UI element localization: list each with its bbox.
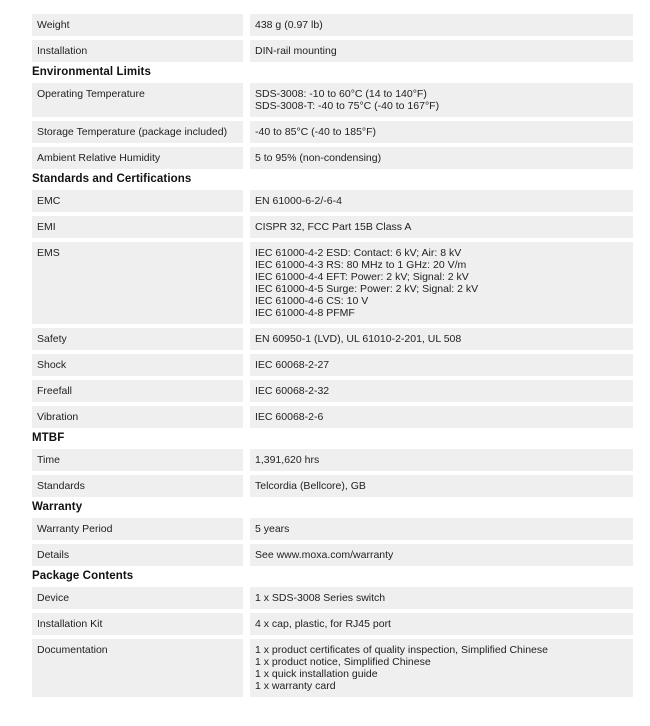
spec-value <box>250 328 633 350</box>
spec-label: Installation Kit <box>32 613 243 635</box>
spec-value-line: IEC 60068-2-32 <box>255 385 330 397</box>
spec-value-line: See www.moxa.com/warranty <box>255 549 394 561</box>
spec-value-line: 438 g (0.97 lb) <box>255 19 323 31</box>
spec-value-line: IEC 61000-4-5 Surge: Power: 2 kV; Signal: 2 kV <box>255 283 479 295</box>
spec-label: Installation <box>32 40 243 62</box>
spec-label: Device <box>32 587 243 609</box>
spec-row <box>32 354 633 376</box>
spec-value <box>250 475 633 497</box>
section-title: Standards and Certifications <box>32 173 192 185</box>
spec-value <box>250 147 633 169</box>
spec-label: EMS <box>32 242 243 324</box>
spec-value-line: Telcordia (Bellcore), GB <box>255 480 366 492</box>
spec-value-line: 1 x SDS-3008 Series switch <box>255 592 386 604</box>
spec-value-line: 4 x cap, plastic, for RJ45 port <box>255 618 391 630</box>
spec-label: Ambient Relative Humidity <box>32 147 243 169</box>
spec-value <box>250 354 633 376</box>
spec-value <box>250 518 633 540</box>
spec-value-line: 1 x product certificates of quality inspection, Simplified Chinese <box>255 644 548 656</box>
spec-value-line: EN 61000-6-2/-6-4 <box>255 195 342 207</box>
spec-value-line: SDS-3008-T: -40 to 75°C (-40 to 167°F) <box>255 100 440 112</box>
section-title: Environmental Limits <box>32 66 151 78</box>
spec-value <box>250 449 633 471</box>
spec-row <box>32 544 633 566</box>
spec-value-line: IEC 61000-4-2 ESD: Contact: 6 kV; Air: 8 kV <box>255 247 462 259</box>
spec-value-line: IEC 61000-4-4 EFT: Power: 2 kV; Signal: 2 kV <box>255 271 469 283</box>
spec-value <box>250 14 633 36</box>
spec-row <box>32 14 633 36</box>
spec-label: Safety <box>32 328 243 350</box>
section-title: Warranty <box>32 501 83 513</box>
spec-value <box>250 406 633 428</box>
spec-value-line: 5 to 95% (non-condensing) <box>255 152 382 164</box>
spec-row <box>32 613 633 635</box>
spec-row <box>32 518 633 540</box>
spec-value-line: 5 years <box>255 523 290 535</box>
spec-value-line: 1 x warranty card <box>255 680 336 692</box>
spec-value-line: 1 x product notice, Simplified Chinese <box>255 656 431 668</box>
spec-label: Time <box>32 449 243 471</box>
spec-value <box>250 639 633 697</box>
spec-label: Storage Temperature (package included) <box>32 121 243 143</box>
spec-value <box>250 544 633 566</box>
spec-row <box>32 475 633 497</box>
spec-label: Documentation <box>32 639 243 697</box>
spec-value <box>250 190 633 212</box>
spec-label: Weight <box>32 14 243 36</box>
spec-value <box>250 242 633 324</box>
spec-row <box>32 242 633 324</box>
spec-value <box>250 216 633 238</box>
spec-value-line: IEC 61000-4-3 RS: 80 MHz to 1 GHz: 20 V/m <box>255 259 467 271</box>
spec-label: Shock <box>32 354 243 376</box>
spec-row <box>32 190 633 212</box>
spec-row <box>32 449 633 471</box>
spec-row <box>32 83 633 117</box>
spec-label: EMC <box>32 190 243 212</box>
spec-label: Vibration <box>32 406 243 428</box>
spec-value-line: IEC 60068-2-6 <box>255 411 324 423</box>
spec-label: Freefall <box>32 380 243 402</box>
spec-value <box>250 40 633 62</box>
spec-label: EMI <box>32 216 243 238</box>
spec-value-line: 1,391,620 hrs <box>255 454 320 466</box>
spec-value <box>250 83 633 117</box>
spec-label: Standards <box>32 475 243 497</box>
section-title: Package Contents <box>32 570 134 582</box>
spec-value <box>250 380 633 402</box>
spec-value-line: CISPR 32, FCC Part 15B Class A <box>255 221 412 233</box>
spec-value-line: IEC 61000-4-6 CS: 10 V <box>255 295 369 307</box>
spec-value-line: DIN-rail mounting <box>255 45 337 57</box>
spec-row <box>32 406 633 428</box>
spec-row <box>32 380 633 402</box>
spec-value <box>250 613 633 635</box>
spec-label: Details <box>32 544 243 566</box>
spec-value-line: 1 x quick installation guide <box>255 668 378 680</box>
spec-label: Operating Temperature <box>32 83 243 117</box>
spec-value <box>250 121 633 143</box>
spec-value-line: EN 60950-1 (LVD), UL 61010-2-201, UL 508 <box>255 333 462 345</box>
spec-row <box>32 216 633 238</box>
spec-value-line: IEC 60068-2-27 <box>255 359 330 371</box>
spec-row <box>32 587 633 609</box>
spec-value-line: SDS-3008: -10 to 60°C (14 to 140°F) <box>255 88 427 100</box>
spec-value <box>250 587 633 609</box>
section-title: MTBF <box>32 432 65 444</box>
spec-row <box>32 121 633 143</box>
spec-row <box>32 328 633 350</box>
spec-label: Warranty Period <box>32 518 243 540</box>
spec-row <box>32 639 633 697</box>
spec-row <box>32 40 633 62</box>
spec-value-line: IEC 61000-4-8 PFMF <box>255 307 355 319</box>
spec-value-line: -40 to 85°C (-40 to 185°F) <box>255 126 377 138</box>
spec-row <box>32 147 633 169</box>
